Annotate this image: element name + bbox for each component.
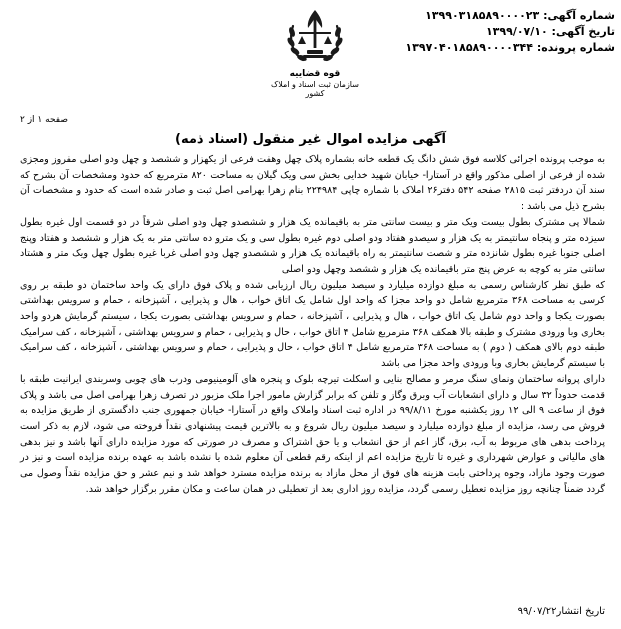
notice-number: شماره آگهی: ۱۳۹۹۰۳۱۸۵۸۹۰۰۰۰۲۳: [425, 9, 615, 22]
notice-date: تاریخ آگهی: ۱۳۹۹/۰۷/۱۰: [485, 25, 615, 38]
judiciary-emblem-icon: [285, 6, 345, 68]
org-subtitle: سازمان ثبت اسناد و املاک کشور: [271, 80, 359, 98]
publish-date: تاریخ انتشار۹۹/۰۷/۲۲: [517, 606, 605, 617]
org-name: قوه قضاییه: [289, 69, 341, 79]
paragraph-appraisal: که طبق نظر کارشناس رسمی به مبلغ دوازده میلیارد و سیصد میلیون ریال ارزیابی شده و پلاک فوق دارای یک واحد ساختمان دو طبقه بر روی کرسی به مساحت ۳۶۸ مترمربع شامل دو واحد مجزا که واحد اول شامل یک اتاق خواب ، هال و پذیرایی ، آشپزخانه ، حمام و سرویس بهداشتی بصورت یکجا و واحد دوم شامل یک اتاق خواب ، هال و پذیرایی ، آشپزخانه ، حمام و سرویس بهداشتی بصورت یکجا ، سیستم گرمایش هردو واحد بخاری وبا ورودی مشترک و طبقه بالا همکف ۳۶۸ مترمربع شامل ۴ اتاق خواب ، حال و پذیرایی ، حمام و سرویس بهداشتی ، آشپزخانه ، کف سرامیک: [20, 279, 605, 338]
notice-meta: [405, 8, 615, 56]
paragraph-intro: به موجب پرونده اجرائی کلاسه فوق شش دانگ یک قطعه خانه بشماره پلاک چهل وهفت فرعی از یکهزار و ششصد و چهل ودو اصلی مفروز ومجزی شده از فرعی از اصلی مذکور واقع در آستارا- خیابان شهید خدایی بخش سی ویک گیلان به مساحت ۸۲۰ مترمربع که حدود ومشخصات آن بشرح که سند آن دردفتر ثبت ۲۸۱۵ صفحه ۵۴۲ دفتر۲۶ املاک با شماره چاپی ۲۲۴۹۸۴ بنام زهرا بهرامی اصل ثبت و صادر شده است که حدود و مشخصات آن بشرح ذیل می باشد :: [20, 154, 605, 213]
notice-body: [20, 152, 605, 497]
paragraph-second-floor: طبقه دوم بالای همکف ( دوم ) به مساحت ۳۶۸ مترمربع شامل ۴ اتاق خواب ، حال و پذیرایی ، حمام و سرویس بهداشتی ، آشپزخانه ، کف سرامیک با سیستم گرمایش بخاری وبا ورودی واحد مجزا می باشد: [20, 342, 605, 370]
judiciary-logo: [268, 6, 362, 98]
paragraph-auction-terms: دارای پروانه ساختمان ونمای سنگ مرمر و مصالح بنایی و اسکلت تیرچه بلوک و پنجره های آلومینیومی ودرب های چوبی وسربندی ایرانیت طبقه با قدمت حدوداً ۳۲ سال و دارای انشعابات آب وبرق وگاز و تلفن که برابر گزارش مامور اجرا ملک مزبور در تصرف زهرا بهرامی اصل می باشد و پلاک فوق از ساعت ۹ الی ۱۲ روز یکشنبه مورخ ۹۹/۸/۱۱ در اداره ثبت اسناد واملاک واقع در آستارا- خیابان جمهوری جنب دادگستری از طریق مزایده به فروش می رسد، مزایده از مبلغ دوازده میلیارد و سیصد میلیون ریال شروع و به بالاترین قیمت پیشنهادی نقداً فروخته می شود، لازم به ذکر است پرداخت بدهی های مربوط به آب، برق، گاز اعم از حق انشعاب و یا حق اشتراک و مصرف در صورتی که مورد مزایده دارای آنها باشد و نیز بدهی های مالیاتی و عوارض شهرداری و غیره تا تاریخ مزایده اعم از اینکه رقم قطعی آن معلوم شده یا نشده باشد به عهده برنده مزایده است و نیز در صورت وجود مازاد، وجوه پرداختی بابت هزینه های فوق از محل مازاد به برنده مزایده مسترد خواهد شد و نیم عشر و حق مزایده نقداً وصول می گردد ضمناً چنانچه روز مزایده تعطیل رسمی گردد، مزایده روز اداری بعد از تعطیلی در همان ساعت و مکان مقرر برگزار خواهد شد.: [20, 373, 606, 495]
notice-title: آگهی مزایده اموال غیر منقول (اسناد ذمه): [175, 132, 446, 147]
page-number: صفحه ۱ از ۲: [20, 115, 68, 125]
paragraph-boundaries: شمالا پی مشترک بطول بیست ویک متر و بیست سانتی متر به باقیمانده یک هزار و ششصدو چهل ودو اصلی شرقاً در دو قسمت اول غیره بطول سیزده متر و پنجاه سانتیمتر به یک هزار و سیصدو هفتاد ودو اصلی دوم غیره بطول سی و یک مترو ده سانتی متر به یک هزار و ششصد و هفتاد وپنج اصلی جنوبا غیره بطول شانزده متر و شصت سانتیمتر به راه باقیمانده یک هزار و ششصدو چهل ودو اصلی غربا غیره بطول چهل ویک متر و هشتاد سانتی متر به کوچه به عرض پنج متر باقیمانده یک هزار و ششصد وچهل ودو اصلی: [20, 216, 605, 275]
file-number: شماره پرونده: ۱۳۹۷۰۴۰۱۸۵۸۹۰۰۰۰۳۴۴: [405, 41, 615, 54]
